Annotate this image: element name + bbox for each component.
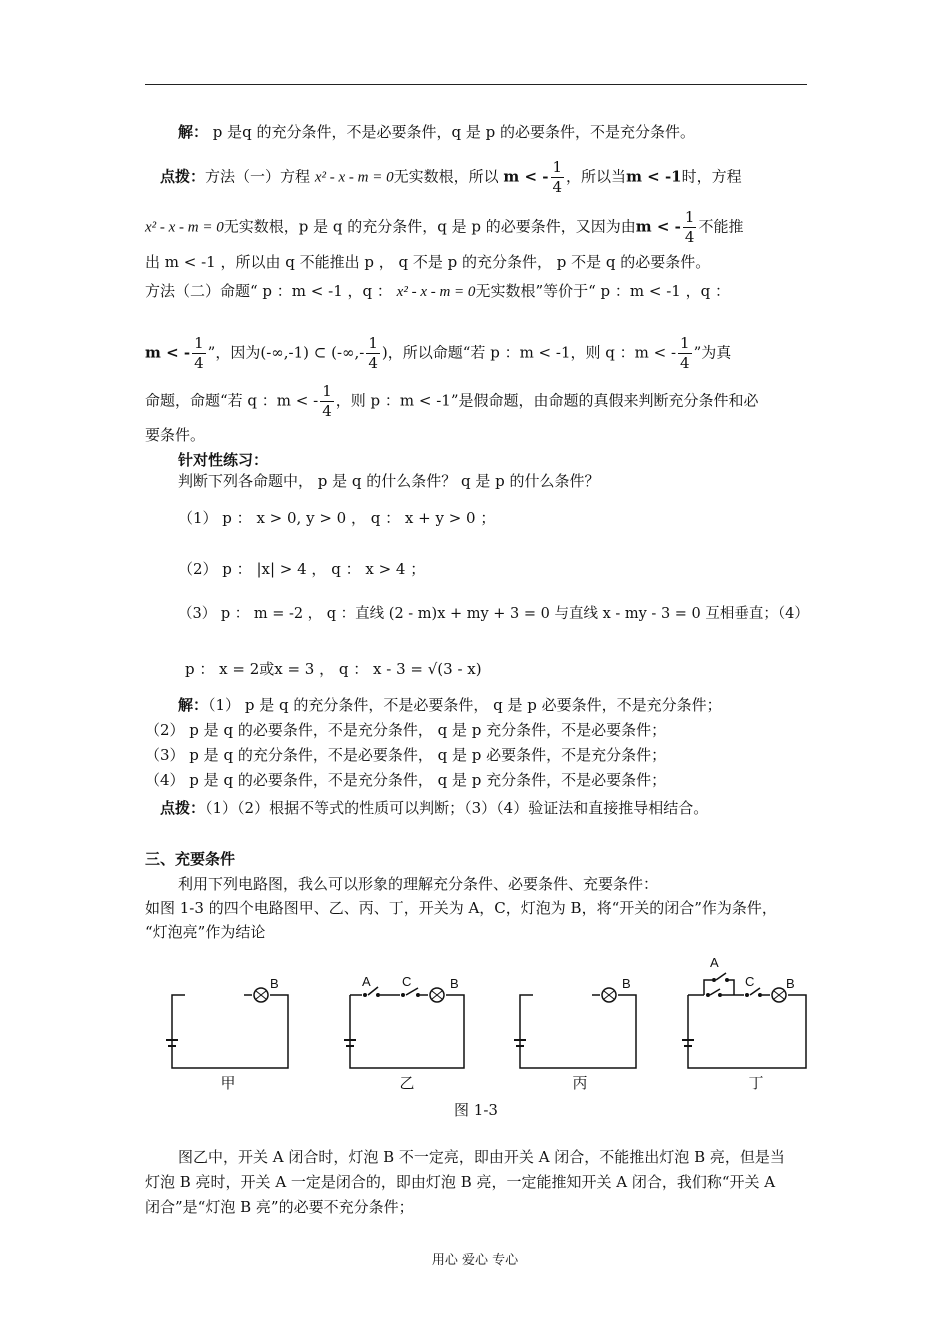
label-c-yi: C (402, 974, 412, 989)
answer-label: 解： (178, 696, 209, 714)
hint-label: 点拨： (160, 799, 206, 817)
hint-text: ，所以当 (566, 167, 627, 186)
hint-text: 命题，命题“若 q ：m < - (145, 391, 319, 410)
hint-label: 点拨： (160, 167, 206, 186)
hint-text: 方法（一）方程 (205, 167, 311, 186)
label-a-ding: A (710, 955, 719, 970)
page-footer: 用心 爱心 专心 (431, 1253, 519, 1268)
circuit-yi (344, 987, 464, 1068)
fraction-numerator: 1 (680, 334, 690, 352)
inequality: m < - (145, 343, 191, 362)
hint-text: 时，方程 (681, 167, 742, 186)
paragraph-line-1: 图乙中，开关 A 闭合时，灯泡 B 不一定亮，即由开关 A 闭合，不能推出灯泡 B 亮，但是当 (178, 1148, 785, 1166)
inequality: m < -1 (626, 167, 682, 186)
label-b-yi: B (450, 976, 459, 991)
hint-text: 不能推 (698, 217, 744, 236)
section-title: 三、充要条件 (145, 850, 236, 868)
label-c-ding: C (745, 974, 755, 989)
section-paragraph-3: “灯泡亮”作为结论 (145, 923, 266, 941)
fraction-numerator: 1 (368, 334, 378, 352)
hint-line-3: 出 m < -1 ，所以由 q 不能推出 p ， q 不是 p 的充分条件， p 不是 q 的必要条件。 (145, 253, 711, 271)
hint-text: 无实数根”等价于“ p ：m < -1 ，q ： (475, 282, 730, 300)
hint-text: )，所以命题“若 p ：m < -1，则 q ：m < - (381, 343, 677, 362)
practice-item-3: （3） p ： m = -2 ， q ：直线 (2 - m)x + my + 3 = 0 与直线 x - my - 3 = 0 互相垂直；（4） (178, 606, 809, 622)
practice-question: 判断下列各命题中， p 是 q 的什么条件？ q 是 p 的什么条件？ (178, 472, 600, 490)
circuit-bing (514, 988, 636, 1068)
caption-jia: 甲 (220, 1074, 236, 1092)
hint-line-7: 要条件。 (145, 426, 206, 444)
answer-text: （1） p 是 q 的充分条件，不是必要条件， q 是 p 必要条件，不是充分条件； (208, 696, 722, 714)
practice-item-2: （2） p ： |x| > 4 ， q ： x > 4 ； (178, 560, 426, 578)
hint-text: （1）（2）根据不等式的性质可以判断；（3）（4）验证法和直接推导相结合。 (205, 799, 709, 817)
fraction-numerator: 1 (552, 158, 563, 176)
fraction-numerator: 1 (322, 382, 332, 400)
practice-item-4: p ： x = 2或x = 3 ， q ： x - 3 = √(3 - x) (185, 660, 482, 678)
paragraph-line-2: 灯泡 B 亮时，开关 A 一定是闭合的，即由灯泡 B 亮，一定能推知开关 A 闭合，我们称“开关 A (145, 1173, 776, 1191)
caption-yi: 乙 (399, 1074, 415, 1092)
hint-text: 无实数根，p 是 q 的充分条件，q 是 p 的必要条件，又因为由 (223, 217, 636, 236)
practice-title: 针对性练习： (178, 451, 269, 469)
answer-line-3: （3） p 是 q 的充分条件，不是必要条件， q 是 p 必要条件，不是充分条件； (145, 746, 667, 764)
label-a-yi: A (362, 974, 371, 989)
hint-text: ，则 p ：m < -1”是假命题，由命题的真假来判断充分条件和必 (335, 391, 759, 410)
label-b-bing: B (622, 976, 631, 991)
fraction-denominator: 4 (684, 228, 695, 246)
caption-ding: 丁 (748, 1074, 764, 1092)
fraction-numerator: 1 (684, 208, 695, 226)
hint-text: 方法（二）命题“ p ：m < -1 ，q ： (145, 282, 392, 300)
equation: x² - x - m = 0 (145, 219, 224, 236)
fraction-denominator: 4 (552, 178, 563, 196)
paragraph-line-3: 闭合”是“灯泡 B 亮”的必要不充分条件； (145, 1198, 414, 1216)
label-b-ding: B (786, 976, 795, 991)
fraction-denominator: 4 (680, 354, 690, 372)
figure-title: 图 1-3 (454, 1101, 498, 1119)
label-b-jia: B (270, 976, 279, 991)
circuit-jia (166, 988, 288, 1068)
practice-item-1: （1） p ： x > 0, y > 0 ， q ： x + y > 0 ； (178, 509, 496, 527)
equation: x² - x - m = 0 (396, 284, 476, 300)
equation: x² - x - m = 0 (314, 169, 394, 186)
inequality: m < - (635, 217, 681, 236)
fraction-denominator: 4 (322, 402, 332, 420)
hint-text: ”为真 (693, 343, 732, 362)
solution-text: p 是q 的充分条件，不是必要条件，q 是 p 的必要条件，不是充分条件。 (212, 123, 696, 141)
fraction-denominator: 4 (368, 354, 378, 372)
caption-bing: 丙 (572, 1074, 588, 1092)
solution-label: 解： (178, 123, 209, 141)
inequality: m < - (503, 167, 549, 186)
hint-text: 无实数根，所以 (393, 167, 499, 186)
fraction-numerator: 1 (194, 334, 204, 352)
section-paragraph-1: 利用下列电路图，我么可以形象的理解充分条件、必要条件、充要条件： (178, 875, 659, 893)
fraction-denominator: 4 (194, 354, 204, 372)
hint-text: ”，因为(-∞,-1) ⊂ (-∞,- (207, 343, 365, 362)
answer-line-2: （2） p 是 q 的必要条件，不是充分条件， q 是 p 充分条件，不是必要条件； (145, 721, 667, 739)
answer-line-4: （4） p 是 q 的必要条件，不是充分条件， q 是 p 充分条件，不是必要条件； (145, 771, 667, 789)
section-paragraph-2: 如图 1-3 的四个电路图甲、乙、丙、丁，开关为 A，C，灯泡为 B，将“开关的闭合”作为条件， (145, 899, 777, 917)
